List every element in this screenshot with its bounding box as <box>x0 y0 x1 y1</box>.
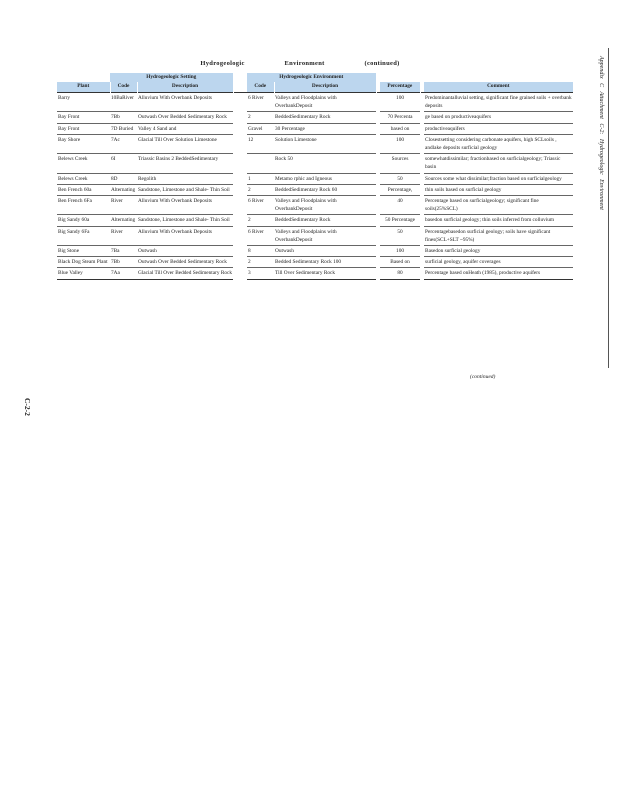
plant-cell: Big Sandy 60a <box>57 215 110 226</box>
percentage-cell: 100 <box>380 134 420 153</box>
setting-description-cell: Triassic Basins 2 BeddedSedimentary <box>137 154 233 173</box>
comment-cell: basedon surficial geology; thin soils inferred from colluvium <box>424 215 573 226</box>
environment-code-cell: 3 <box>247 268 274 279</box>
setting-code-cell: 7Bb <box>110 257 137 268</box>
percentage-cell: 50 <box>380 226 420 245</box>
plant-cell: Bay Front <box>57 112 110 123</box>
environment-code-cell: 6 River <box>247 196 274 215</box>
environment-code-cell: 6 River <box>247 93 274 112</box>
comment-cell: Percentage based onHeath (1985), productive aquifers <box>424 268 573 279</box>
side-header-text: Appendix C Attachment C-2: Hydrogeologic Environment <box>598 56 604 210</box>
group-header-setting: Hydrogeologic Setting <box>110 73 233 82</box>
environment-code-cell: 2 <box>247 215 274 226</box>
comment-cell: thin soils based on surficial geology <box>424 184 573 195</box>
setting-code-cell: 7Aa <box>110 268 137 279</box>
percentage-cell: 100 <box>380 246 420 257</box>
setting-code-cell: 8D <box>110 173 137 184</box>
column-header-code: Code <box>247 82 274 93</box>
side-divider <box>608 48 609 368</box>
comment-cell: Sources some what dissimilar;fraction based on surficialgeology <box>424 173 573 184</box>
setting-description-cell: Outwash Over Bedded Sedimentary Rock <box>137 112 233 123</box>
column-header-comment: Comment <box>424 82 573 93</box>
environment-description-cell: 30 Percentage <box>274 123 376 134</box>
environment-description-cell: Valleys and Floodplains with OverbankDeposit <box>274 196 376 215</box>
setting-code-cell: 7D Buried <box>110 123 137 134</box>
page-title: Hydrogeologic Environment (continued) <box>200 60 400 67</box>
setting-code-cell: Alternating <box>110 215 137 226</box>
setting-description-cell: Regolith <box>137 173 233 184</box>
table-row <box>57 215 573 226</box>
setting-code-cell: 7Bb <box>110 112 137 123</box>
setting-description-cell: Outwash <box>137 246 233 257</box>
page-number-text: C-2-2 <box>23 398 32 416</box>
side-header <box>596 56 606 256</box>
environment-description-cell: Metamo rphic and Igneous <box>274 173 376 184</box>
setting-code-cell: River <box>110 226 137 245</box>
plant-cell: Ben French 60a <box>57 184 110 195</box>
comment-cell: ge based on productiveaquifers <box>424 112 573 123</box>
environment-description-cell: Valleys and Floodplains with OverbankDeposit <box>274 93 376 112</box>
percentage-cell: 40 <box>380 196 420 215</box>
setting-code-cell: River <box>110 196 137 215</box>
table-row <box>57 154 573 173</box>
percentage-cell: Sources <box>380 154 420 173</box>
environment-code-cell <box>247 154 274 173</box>
setting-code-cell: 6I <box>110 154 137 173</box>
table-row <box>57 93 573 112</box>
setting-description-cell: Alluvium With Overbank Deposits <box>137 226 233 245</box>
plant-cell: Belews Creek <box>57 154 110 173</box>
environment-description-cell: BeddedSedimentary Rock <box>274 112 376 123</box>
comment-cell: Closestsetting considering carbonate aquifers, high SCLsoils , andlake deposits surficial geology <box>424 134 573 153</box>
plant-cell: Ben French 6Fa <box>57 196 110 215</box>
comment-cell: surficial geology, aquifer coverages <box>424 257 573 268</box>
comment-cell: Percentage based on surficialgeology; significant fine soils(25%SCL) <box>424 196 573 215</box>
percentage-cell: 50 Percentage <box>380 215 420 226</box>
comment-cell: Percentagebasedon surficial geology; soils have significant fines(SCL+SLT ~95%) <box>424 226 573 245</box>
environment-description-cell: Bedded Sedimentary Rock 100 <box>274 257 376 268</box>
environment-code-cell: 8 <box>247 246 274 257</box>
setting-description-cell: Outwash Over Bedded Sedimentary Rock <box>137 257 233 268</box>
environment-code-cell: 2 <box>247 112 274 123</box>
plant-cell: Barry <box>57 93 110 112</box>
setting-description-cell: Alluvium With Overbank Deposits <box>137 93 233 112</box>
plant-cell: Belews Creek <box>57 173 110 184</box>
column-header-description: Description <box>274 82 376 93</box>
table-row <box>57 184 573 195</box>
setting-description-cell: Sandstone, Limestone and Shale- Thin Soil <box>137 184 233 195</box>
setting-code-cell: 7Ba <box>110 246 137 257</box>
percentage-cell: 80 <box>380 268 420 279</box>
plant-cell: Blue Valley <box>57 268 110 279</box>
page-number <box>24 398 34 438</box>
table-row <box>57 112 573 123</box>
environment-description-cell: Till Over Sedimentary Rock <box>274 268 376 279</box>
percentage-cell: 70 Percenta <box>380 112 420 123</box>
column-header-code: Code <box>110 82 137 93</box>
table-row <box>57 134 573 153</box>
environment-code-cell: Gravel <box>247 123 274 134</box>
percentage-cell: Based on <box>380 257 420 268</box>
percentage-cell: Percentage, <box>380 184 420 195</box>
setting-description-cell: Glacial Till Over Solution Limestone <box>137 134 233 153</box>
setting-code-cell: 7Ac <box>110 134 137 153</box>
table-row <box>57 246 573 257</box>
environment-description-cell: BeddedSedimentary Rock <box>274 215 376 226</box>
percentage-cell: 50 <box>380 173 420 184</box>
environment-code-cell: 2 <box>247 184 274 195</box>
comment-cell: productiveaquifers <box>424 123 573 134</box>
table-row <box>57 123 573 134</box>
environment-code-cell: 1 <box>247 173 274 184</box>
plant-cell: Bay Front <box>57 123 110 134</box>
column-header-percentage: Percentage <box>380 82 420 93</box>
table-row <box>57 257 573 268</box>
hydrogeologic-table <box>57 73 573 280</box>
table-row <box>57 173 573 184</box>
environment-code-cell: 6 River <box>247 226 274 245</box>
plant-cell: Black Dog Steam Plant <box>57 257 110 268</box>
plant-cell: Big Sandy 6Fa <box>57 226 110 245</box>
percentage-cell: based on <box>380 123 420 134</box>
setting-description-cell: Alluvium With Overbank Deposits <box>137 196 233 215</box>
comment-cell: Basedon surficial geology <box>424 246 573 257</box>
environment-description-cell: Valleys and Floodplains with OverbankDeposit <box>274 226 376 245</box>
percentage-cell: 100 <box>380 93 420 112</box>
environment-code-cell: 12 <box>247 134 274 153</box>
environment-code-cell: 2 <box>247 257 274 268</box>
table-row <box>57 226 573 245</box>
continued-note: (continued) <box>470 374 496 380</box>
comment-cell: somewhatdissimilar; fractionbased on surficialgeology; Triassic basin <box>424 154 573 173</box>
setting-code-cell: 10BaRiver <box>110 93 137 112</box>
table-row <box>57 268 573 279</box>
plant-cell: Bay Shore <box>57 134 110 153</box>
setting-description-cell: Glacial Till Over Bedded Sedimentary Rock <box>137 268 233 279</box>
plant-cell: Big Stone <box>57 246 110 257</box>
setting-description-cell: Sandstone, Limestone and Shale- Thin Soil <box>137 215 233 226</box>
table-row <box>57 196 573 215</box>
environment-description-cell: Outwash <box>274 246 376 257</box>
comment-cell: Predominantalluvial setting, significant fine grained soils + overbank deposits <box>424 93 573 112</box>
column-header-description: Description <box>137 82 233 93</box>
setting-description-cell: Valley 4 Sand and <box>137 123 233 134</box>
environment-description-cell: Solution Limestone <box>274 134 376 153</box>
environment-description-cell: BeddedSedimentary Rock 60 <box>274 184 376 195</box>
group-header-environment: Hydrogeologic Environment <box>247 73 376 82</box>
column-header-plant: Plant <box>57 82 110 93</box>
setting-code-cell: Alternating <box>110 184 137 195</box>
environment-description-cell: Rock 50 <box>274 154 376 173</box>
